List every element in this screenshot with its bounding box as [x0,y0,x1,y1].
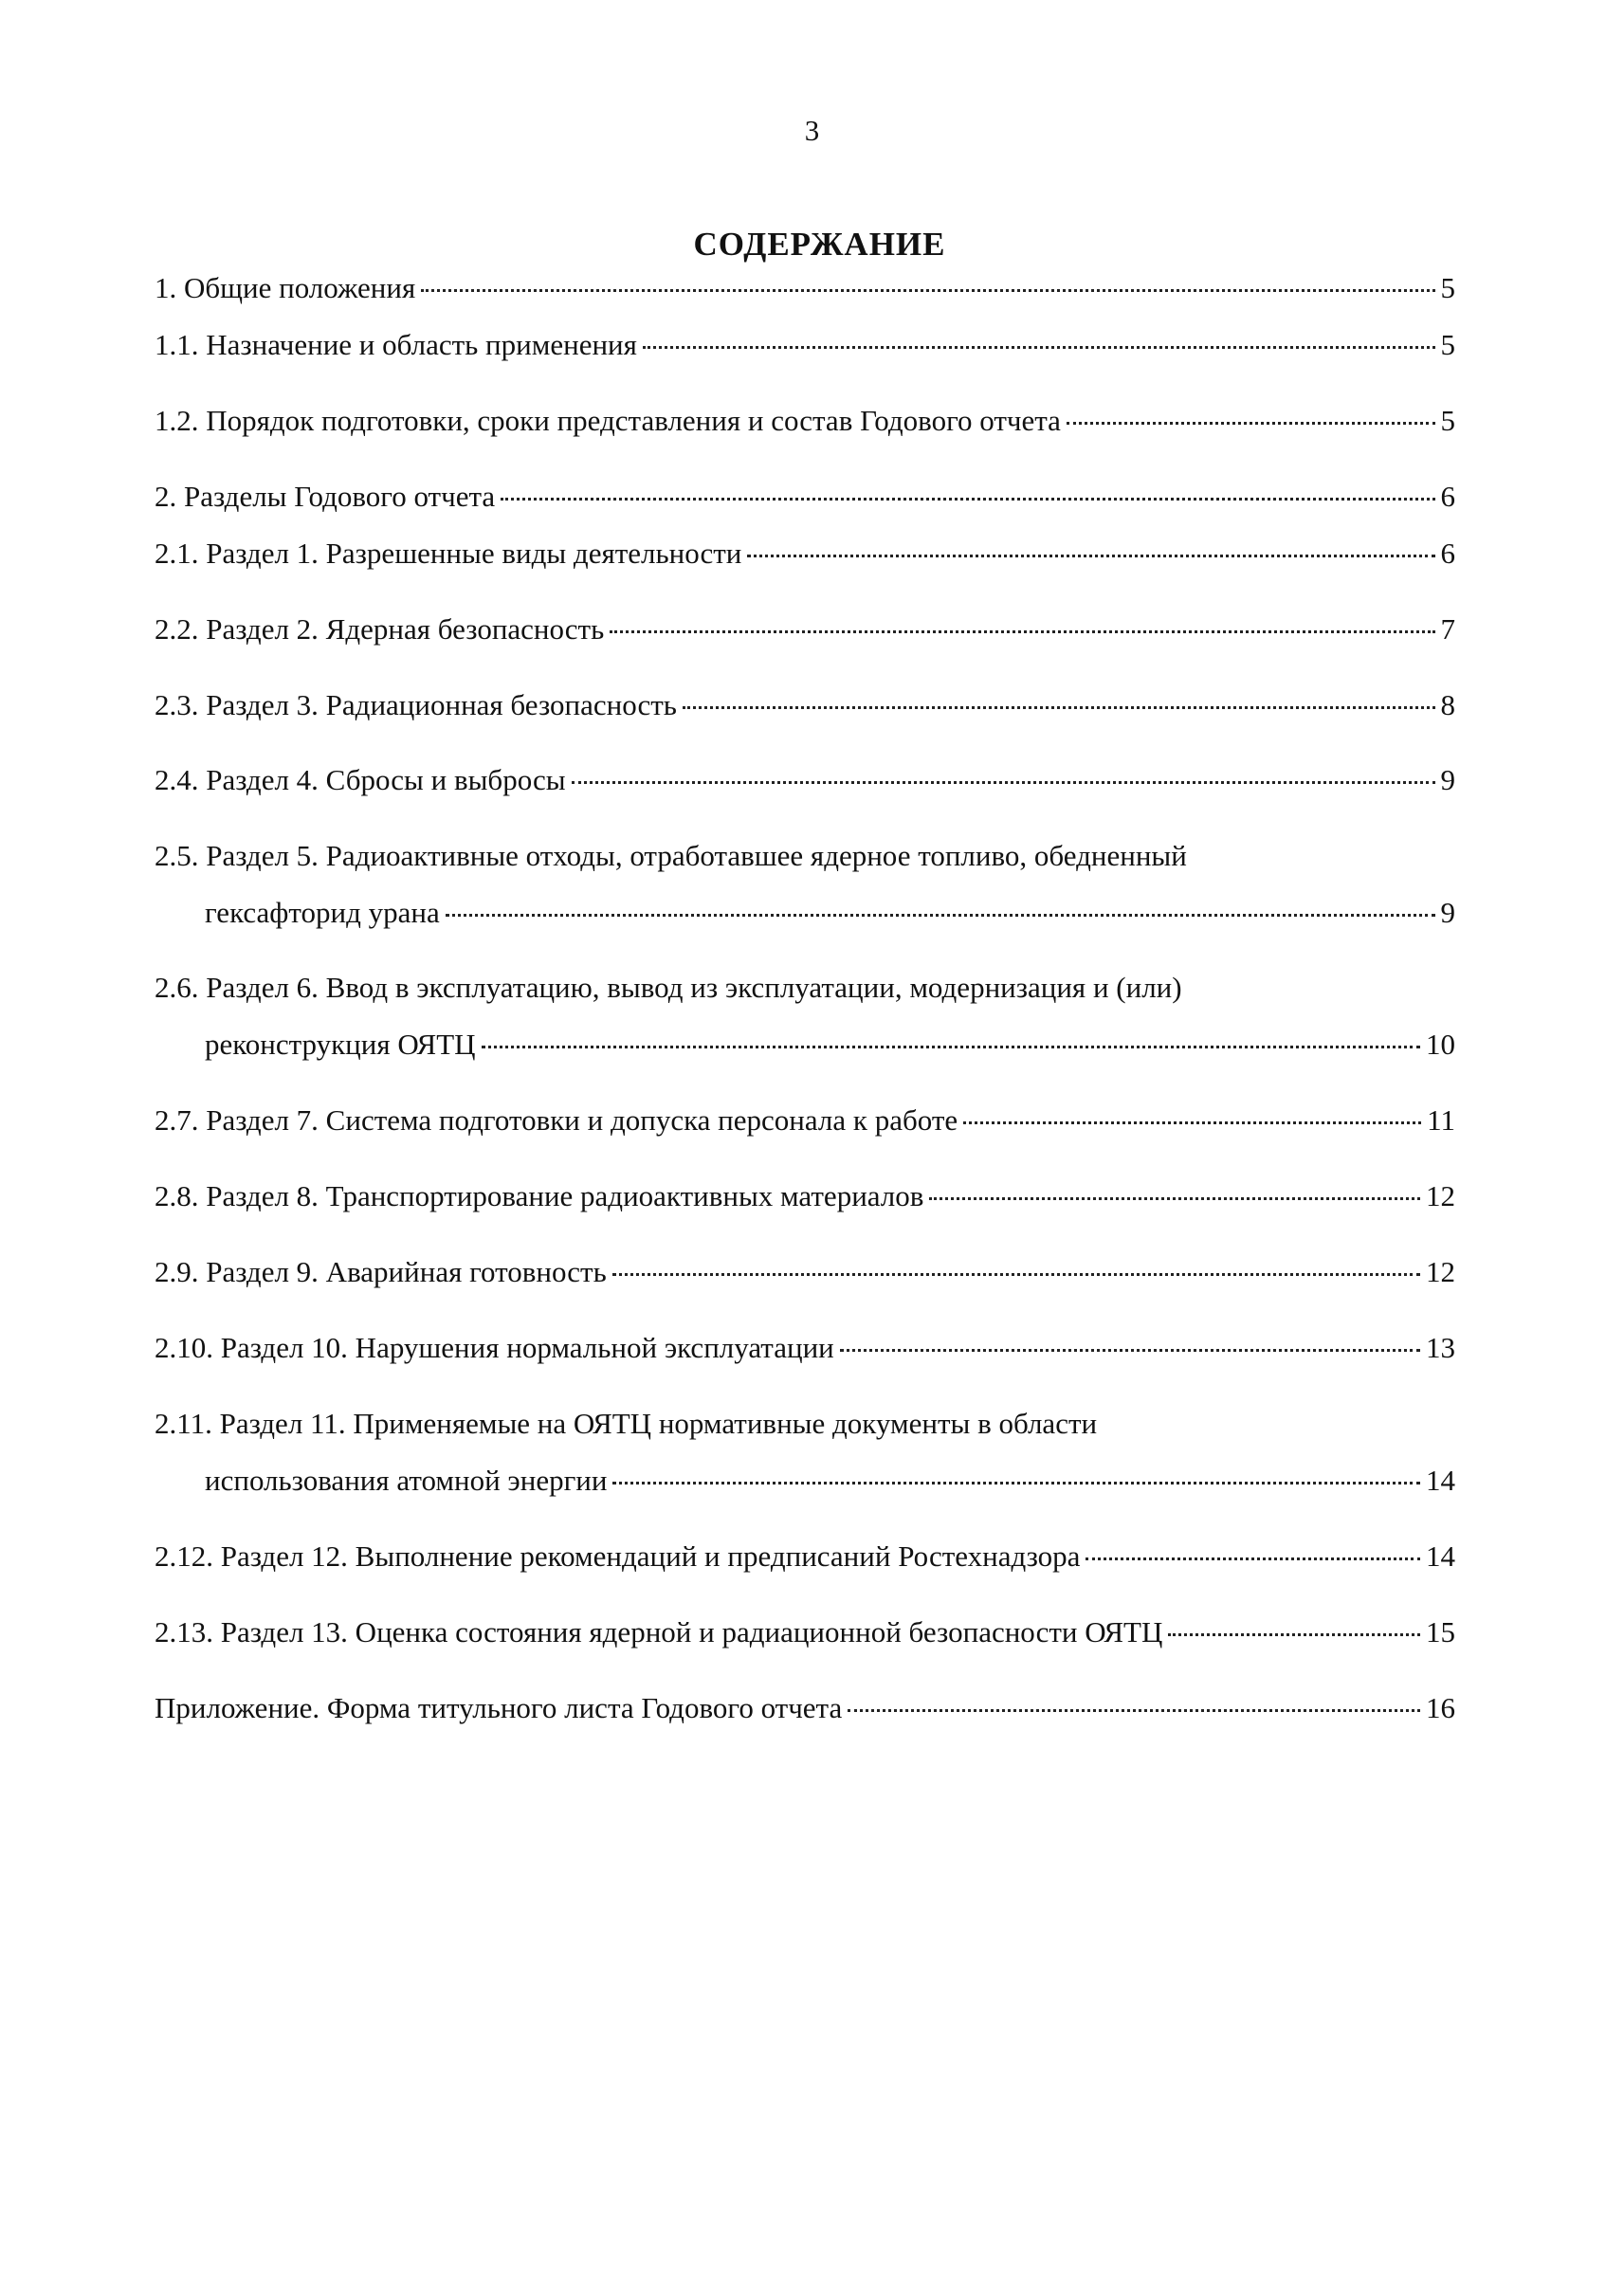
toc-title: СОДЕРЖАНИЕ [693,226,946,263]
toc-entry [155,1405,1097,1443]
toc-entry-page: 16 [1426,1691,1455,1724]
toc-entry-page: 14 [1426,1464,1455,1497]
toc-entry [155,326,1455,364]
toc-entry-page: 11 [1427,1103,1455,1137]
toc-entry [155,686,1455,724]
toc-entry [155,1177,1455,1215]
toc-entry-page: 14 [1426,1539,1455,1573]
toc-leader [446,914,1435,917]
toc-entry-label-cont: гексафторид урана [205,896,440,929]
toc-entry-page: 9 [1440,896,1455,929]
toc-entry [155,761,1455,799]
toc-entry-label: 2.11. Раздел 11. Применяемые на ОЯТЦ нормативные документы в области [155,1407,1098,1440]
toc-leader [683,706,1435,709]
toc-entry-continuation [205,1462,1455,1500]
toc-leader [610,630,1434,633]
toc-leader [929,1197,1420,1200]
toc-entry [155,610,1455,648]
toc-entry-page: 15 [1426,1615,1455,1648]
toc-entry-label: 2.2. Раздел 2. Ядерная безопасность [155,612,605,646]
toc-entry [155,837,1187,875]
toc-leader [1067,422,1435,425]
toc-entry-label-cont: реконструкция ОЯТЦ [205,1028,476,1061]
toc-leader [612,1273,1420,1276]
toc-entry [155,269,1455,307]
toc-entry [155,1102,1455,1139]
toc-entry-label: 2.13. Раздел 13. Оценка состояния ядерной и радиационной безопасности ОЯТЦ [155,1615,1163,1648]
toc-entry [155,402,1455,440]
toc-entry-page: 12 [1426,1179,1455,1212]
toc-leader [1086,1557,1420,1560]
toc-entry [155,1253,1455,1291]
toc-entry [155,969,1182,1007]
toc-leader [643,346,1435,349]
toc-entry-label: 1.2. Порядок подготовки, сроки представления и состав Годового отчета [155,404,1061,437]
toc-entry-label: 2.8. Раздел 8. Транспортирование радиоактивных материалов [155,1179,924,1212]
toc-leader [421,289,1434,292]
toc-entry-label-cont: использования атомной энергии [205,1464,608,1497]
toc-entry-label: 2.4. Раздел 4. Сбросы и выбросы [155,763,566,796]
toc-entry-label: 2.6. Раздел 6. Ввод в эксплуатацию, вывод из эксплуатации, модернизация и (или) [155,971,1182,1004]
toc-entry [155,1689,1455,1727]
toc-leader [482,1046,1420,1048]
toc-entry-page: 13 [1426,1331,1455,1364]
toc-entry-page: 6 [1440,480,1455,513]
toc-entry [155,1329,1455,1367]
toc-entry-page: 12 [1426,1255,1455,1288]
toc-entry-label: 2.7. Раздел 7. Система подготовки и допуска персонала к работе [155,1103,958,1137]
toc-entry-label: 2. Разделы Годового отчета [155,480,496,513]
toc-entry-label: 2.5. Раздел 5. Радиоактивные отходы, отработавшее ядерное топливо, обедненный [155,839,1187,872]
toc-entry-label: Приложение. Форма титульного листа Годового отчета [155,1691,843,1724]
toc-entry-page: 5 [1440,404,1455,437]
toc-leader [612,1482,1420,1484]
toc-entry-label: 1. Общие положения [155,271,416,304]
toc-entry-page: 9 [1440,763,1455,796]
toc-entry [155,535,1455,573]
toc-leader [747,555,1434,557]
toc-leader [848,1709,1420,1712]
toc-entry-page: 6 [1440,537,1455,570]
toc-leader [840,1349,1420,1352]
toc-entry-page: 5 [1440,271,1455,304]
toc-entry [155,1613,1455,1651]
toc-entry-label: 2.9. Раздел 9. Аварийная готовность [155,1255,607,1288]
toc-entry [155,478,1455,516]
toc-entry-continuation [205,894,1455,932]
toc-entry-page: 10 [1426,1028,1455,1061]
toc-entry-page: 7 [1440,612,1455,646]
page-number: 3 [804,114,820,147]
toc-entry-label: 2.3. Раздел 3. Радиационная безопасность [155,688,677,721]
toc-entry-label: 2.1. Раздел 1. Разрешенные виды деятельности [155,537,742,570]
toc-entry-continuation [205,1026,1455,1064]
toc-leader [572,781,1435,784]
toc-leader [1168,1633,1420,1636]
toc-leader [501,498,1434,501]
toc-entry-page: 5 [1440,328,1455,361]
toc-entry-label: 1.1. Назначение и область применения [155,328,637,361]
toc-entry-label: 2.10. Раздел 10. Нарушения нормальной эксплуатации [155,1331,834,1364]
toc-entry [155,1538,1455,1576]
toc-entry-page: 8 [1440,688,1455,721]
toc-leader [963,1121,1421,1124]
toc-entry-label: 2.12. Раздел 12. Выполнение рекомендаций и предписаний Ростехнадзора [155,1539,1081,1573]
